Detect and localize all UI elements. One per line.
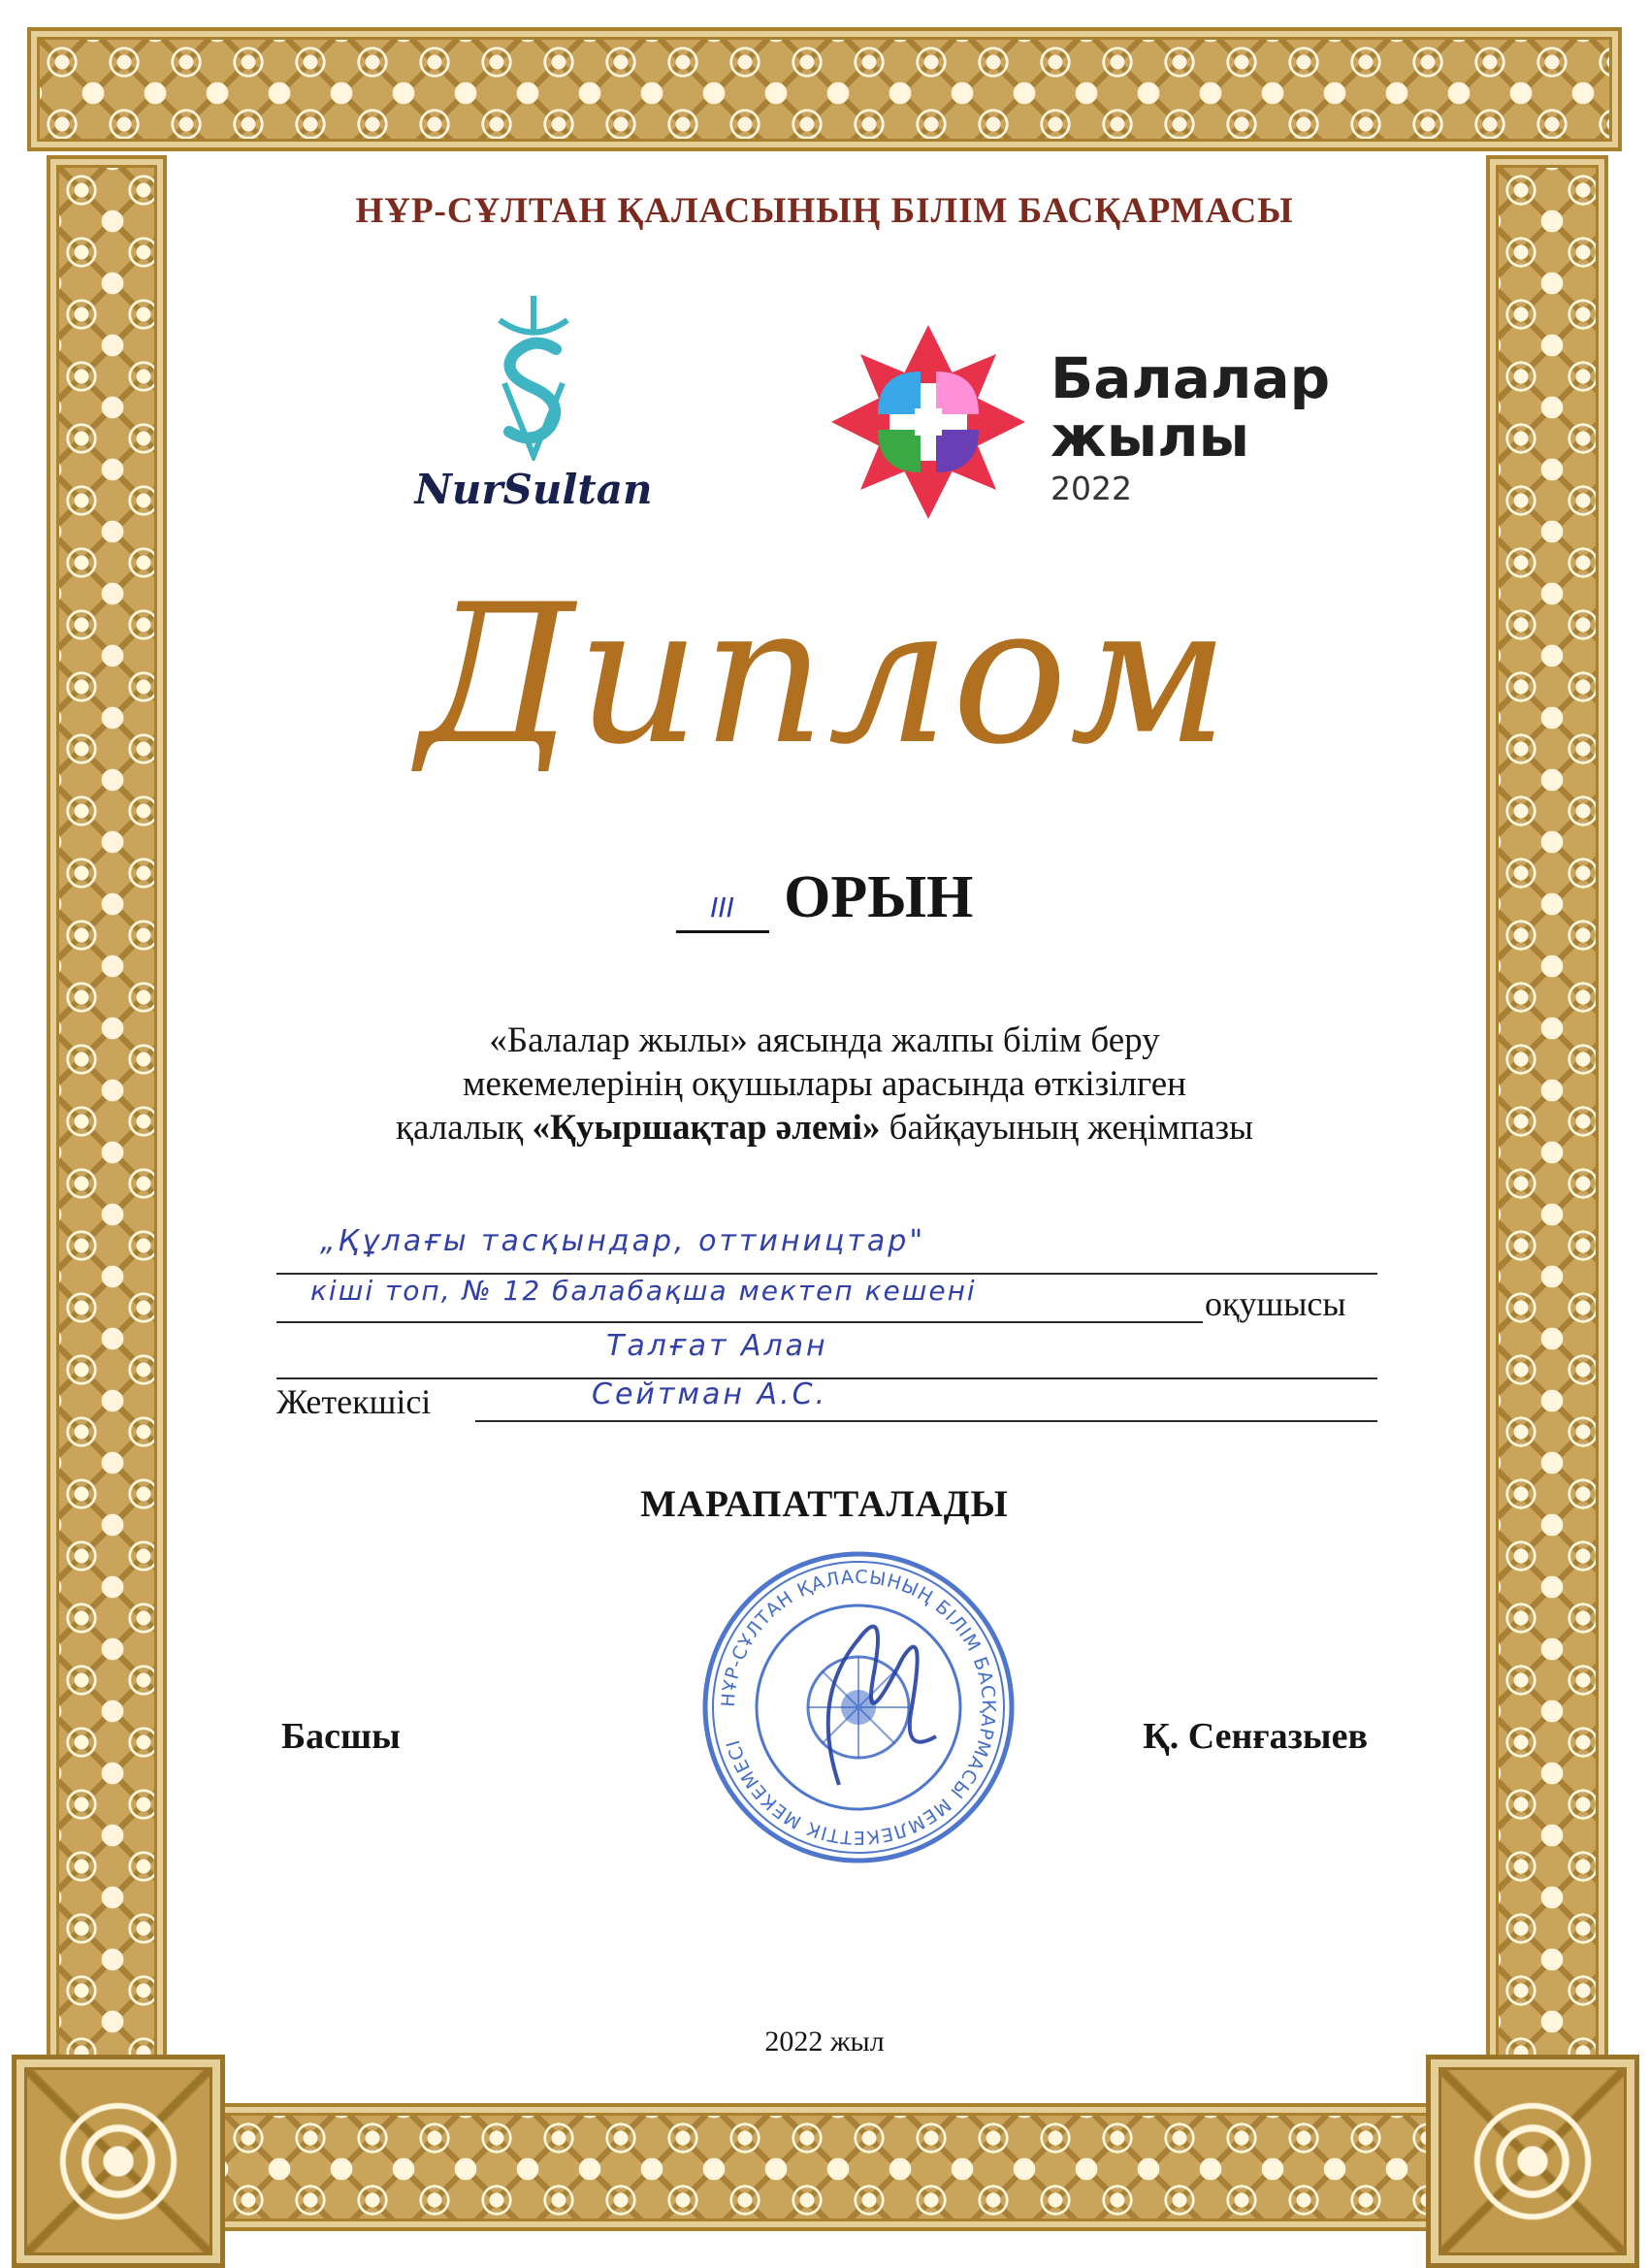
signature-role: Басшы [281,1716,401,1757]
diploma-body [223,1019,1426,1150]
ornament-border-left [47,155,167,2093]
ornament-corner-bottom-right [1426,2055,1639,2268]
place-label: ОРЫН [784,864,974,930]
ornament-border-top [27,27,1622,151]
award-heading: МАРАПАТТАЛАДЫ [640,1483,1009,1525]
body-line-1: «Балалар жылы» аясында жалпы білім беру [489,1021,1160,1060]
ornament-border-right [1486,155,1608,2093]
balalar-logo-line2: жылы [1051,404,1250,470]
signatory-name: Қ. Сенғазыев [1143,1716,1368,1757]
seal-text: НҰР-СҰЛТАН ҚАЛАСЫНЫҢ БІЛІМ БАСҚАРМАСЫ МЕМЛЕКЕТТІК МЕКЕМЕСІ [717,1566,1000,1849]
ornament-corner-bottom-left [12,2055,225,2268]
body-line-3 [223,1106,1426,1150]
handwritten-school: кіші топ, № 12 балабақша мектеп кешені [310,1275,977,1307]
student-suffix-label: оқушысы [1205,1284,1346,1323]
body-line-2: мекемелерінің оқушылары арасында өткізілген [463,1064,1186,1104]
nur-sultan-logo-text: NurSultan [414,466,653,513]
place-number: III [676,886,769,933]
ornament-border-bottom [27,2103,1622,2231]
balalar-logo-year: 2022 [1051,470,1132,507]
balalar-flower-icon [826,320,1030,524]
student-name: Талғат Алан [606,1329,828,1363]
balalar-logo-text [1051,345,1331,470]
place-line [0,863,1649,933]
diploma-title: Диплом [418,563,1231,787]
supervisor-name: Сейтман А.С. [592,1377,828,1411]
official-seal-icon [694,1542,1023,1872]
nur-sultan-emblem-icon [480,291,587,461]
supervisor-label: Жетекшісі [276,1382,432,1421]
body-line-3-suffix: байқауының жеңімпазы [889,1108,1253,1148]
diploma-year: 2022 жыл [764,2025,885,2057]
balalar-logo-line1: Балалар [1051,345,1331,411]
handwritten-group-name: „Құлағы тасқындар, оттиництар" [320,1224,926,1258]
body-line-3-prefix: қалалық [396,1108,524,1148]
organization-header: НҰР-СҰЛТАН ҚАЛАСЫНЫҢ БІЛІМ БАСҚАРМАСЫ [355,191,1294,231]
contest-name: «Қуыршақтар әлемі» [532,1108,881,1148]
